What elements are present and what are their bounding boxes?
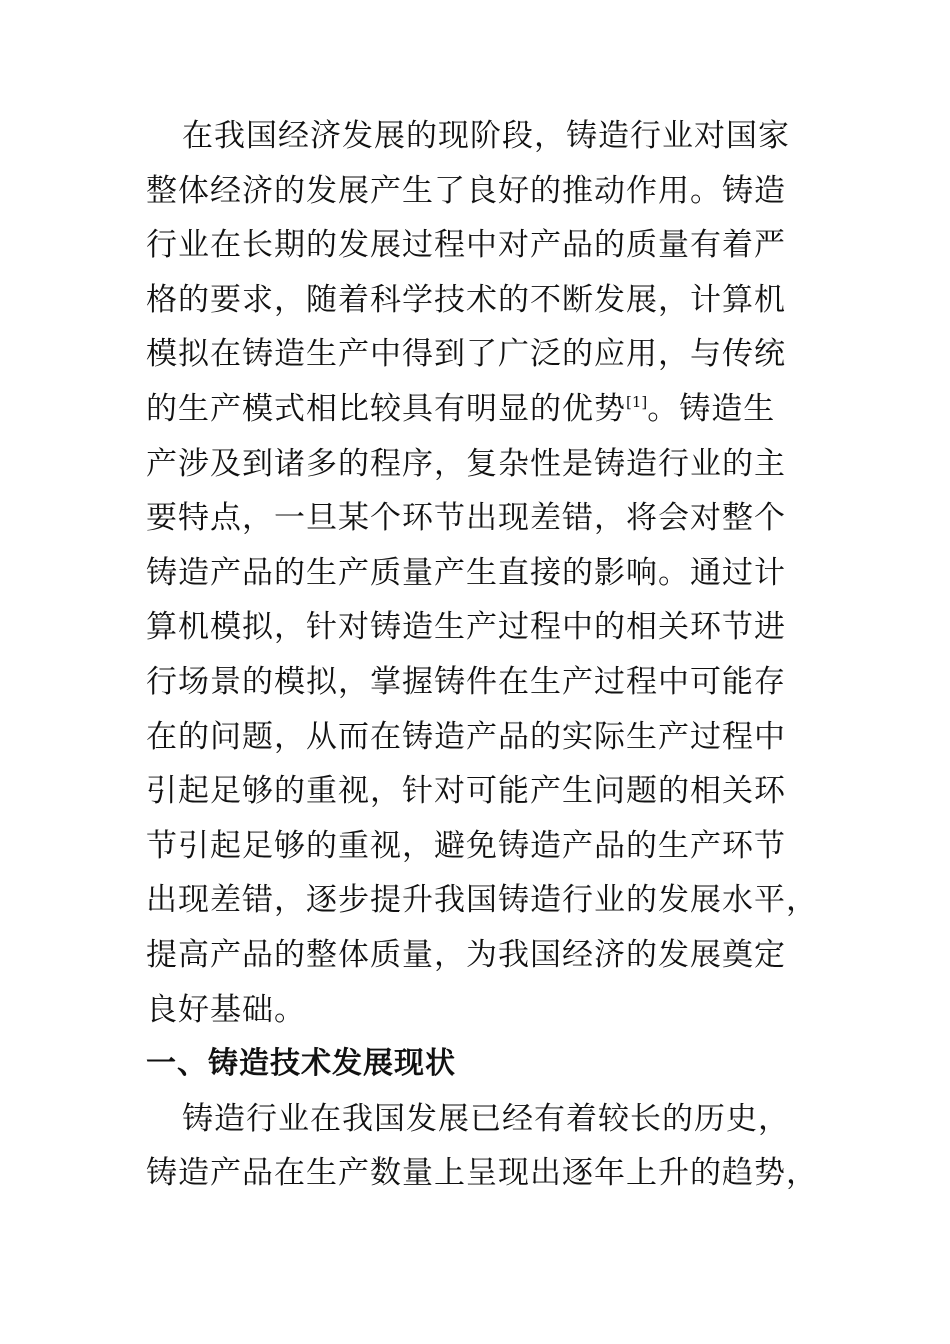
paragraph-line: 铸造产品的生产质量产生直接的影响。通过计: [146, 554, 786, 591]
section-paragraph: [146, 1092, 818, 1201]
paragraph-line: 节引起足够的重视，避免铸造产品的生产环节: [146, 827, 786, 864]
paragraph-line: 模拟在铸造生产中得到了广泛的应用，与传统: [146, 336, 786, 373]
paragraph-line: 提高产品的整体质量，为我国经济的发展奠定: [146, 936, 786, 973]
document-body: [146, 109, 818, 1201]
paragraph-line: 在的问题，从而在铸造产品的实际生产过程中: [146, 718, 786, 755]
paragraph-line: 行业在长期的发展过程中对产品的质量有着严: [146, 227, 786, 264]
paragraph-line: 产涉及到诸多的程序，复杂性是铸造行业的主: [146, 445, 786, 482]
paragraph-line: 行场景的模拟，掌握铸件在生产过程中可能存: [146, 663, 786, 700]
paragraph-line: 格的要求，随着科学技术的不断发展，计算机: [146, 281, 786, 318]
paragraph-line: 出现差错，逐步提升我国铸造行业的发展水平，: [146, 882, 818, 919]
paragraph-line: 铸造产品在生产数量上呈现出逐年上升的趋势，: [146, 1155, 818, 1192]
paragraph-line: 铸造行业在我国发展已经有着较长的历史，: [182, 1100, 790, 1137]
paragraph-line: 要特点，一旦某个环节出现差错，将会对整个: [146, 500, 786, 537]
citation-marker: [1]: [626, 392, 648, 411]
paragraph-line-with-citation: [146, 382, 806, 437]
paragraph-line: 在我国经济发展的现阶段，铸造行业对国家: [182, 118, 790, 154]
paragraph-line-text: 。铸造生: [647, 390, 776, 427]
paragraph-line: 整体经济的发展产生了良好的推动作用。铸造: [146, 172, 786, 209]
paragraph-line-text: 的生产模式相比较具有明显的优势: [146, 390, 626, 427]
section-heading: 一、铸造技术发展现状: [146, 1046, 456, 1082]
paragraph-line: 算机模拟，针对铸造生产过程中的相关环节进: [146, 609, 786, 646]
paragraph-line: 引起足够的重视，针对可能产生问题的相关环: [146, 773, 786, 810]
paragraph-line: 良好基础。: [146, 991, 306, 1028]
intro-paragraph: [146, 109, 818, 1037]
